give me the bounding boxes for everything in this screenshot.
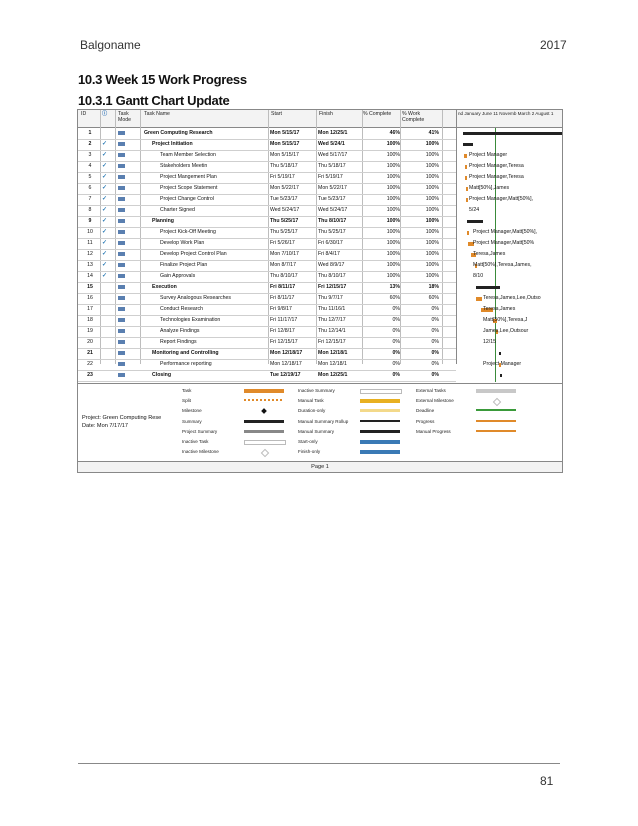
page-number: 81: [540, 774, 554, 788]
resource-label: Teresa,James,Lee,Outso: [483, 295, 541, 301]
task-work-complete: 0%: [431, 350, 439, 356]
task-name: Closing: [152, 372, 172, 378]
legend-item-label: Manual Summary: [298, 428, 334, 434]
col-name: Task Name: [144, 111, 170, 117]
task-bar: [465, 176, 467, 180]
task-mode-icon: [118, 219, 125, 223]
row-id: 4: [88, 163, 92, 169]
row-id: 16: [87, 295, 93, 301]
check-icon: ✓: [102, 218, 108, 224]
task-pct-complete: 0%: [392, 317, 400, 323]
task-pct-complete: 0%: [392, 372, 400, 378]
resource-label: Project Manager,Teresa: [469, 174, 524, 180]
legend-item-label: Milestone: [182, 408, 202, 414]
check-icon: ✓: [102, 152, 108, 158]
check-icon: ✓: [102, 229, 108, 235]
task-work-complete: 60%: [428, 295, 439, 301]
task-name: Project Mangement Plan: [160, 174, 217, 180]
task-finish: Thu 12/7/17: [318, 317, 346, 323]
legend-swatch: [360, 399, 400, 403]
col-start: Start: [271, 111, 282, 117]
info-icon: ⓘ: [102, 111, 108, 117]
task-finish: Mon 12/18/1: [318, 350, 348, 356]
legend-item-label: Start-only: [298, 439, 318, 444]
task-finish: Thu 8/10/17: [318, 273, 346, 279]
task-start: Fri 12/8/17: [270, 328, 295, 334]
gantt-screenshot: [77, 109, 563, 473]
task-pct-complete: 100%: [386, 174, 400, 180]
task-start: Mon 12/18/17: [270, 350, 303, 356]
task-bar: [467, 231, 469, 235]
task-pct-complete: 100%: [386, 196, 400, 202]
header-left: Balgoname: [80, 38, 141, 52]
summary-bar: [499, 352, 501, 355]
task-mode-icon: [118, 164, 125, 168]
task-pct-complete: 0%: [392, 306, 400, 312]
task-work-complete: 0%: [431, 317, 439, 323]
legend-swatch: [476, 409, 516, 411]
task-pct-complete: 0%: [392, 350, 400, 356]
task-mode-icon: [118, 241, 125, 245]
legend-item-label: Finish-only: [298, 449, 321, 455]
resource-label: Matt[50%],James: [469, 185, 510, 191]
task-name: Finalize Project Plan: [160, 262, 208, 268]
legend-item-label: Manual Summary Rollup: [298, 418, 349, 424]
row-id: 15: [87, 284, 93, 290]
summary-bar: [463, 132, 563, 135]
legend-swatch: [360, 440, 400, 444]
task-bar: [466, 198, 468, 202]
task-finish: Fri 8/4/17: [318, 251, 340, 257]
legend-swatch: [360, 430, 400, 433]
legend-item-label: Split: [182, 398, 191, 404]
task-name: Execution: [152, 284, 177, 290]
task-name: Project Initiation: [152, 141, 193, 147]
task-mode-icon: [118, 208, 125, 212]
legend-item-label: Deadline: [416, 408, 435, 414]
task-pct-complete: 100%: [386, 152, 400, 158]
legend-swatch: [244, 440, 286, 445]
row-id: 2: [88, 141, 92, 147]
task-work-complete: 0%: [431, 306, 439, 312]
task-mode-icon: [118, 351, 125, 355]
task-start: Mon 5/15/17: [270, 130, 300, 136]
task-bar: [465, 165, 467, 169]
resource-label: 12/15: [483, 339, 496, 345]
resource-label: James,Lee,Outsour: [483, 328, 529, 334]
task-name: Project Kick-Off Meeting: [160, 229, 216, 235]
task-start: Thu 8/10/17: [270, 273, 298, 279]
task-pct-complete: 100%: [386, 262, 400, 268]
col-wpct: % Work Complete: [402, 111, 425, 123]
row-id: 17: [87, 306, 93, 312]
task-mode-icon: [118, 175, 125, 179]
legend-item-label: External Tasks: [416, 388, 446, 393]
legend-item-label: External Milestone: [416, 398, 454, 404]
resource-label: Project Manager: [469, 152, 508, 158]
task-name: Monitoring and Controlling: [152, 350, 219, 356]
row-id: 9: [88, 218, 92, 224]
task-start: Wed 5/24/17: [270, 207, 300, 213]
task-start: Fri 5/26/17: [270, 240, 295, 246]
check-icon: ✓: [102, 240, 108, 246]
task-work-complete: 100%: [425, 174, 439, 180]
row-id: 18: [87, 317, 93, 323]
task-finish: Thu 5/18/17: [318, 163, 346, 169]
task-mode-icon: [118, 373, 125, 377]
legend-swatch: [244, 420, 284, 423]
summary-bar: [500, 374, 502, 377]
task-finish: Thu 11/16/1: [318, 306, 346, 312]
legend-item-label: Inactive Task: [182, 439, 209, 444]
legend-item-label: Manual Task: [298, 398, 324, 404]
task-mode-icon: [118, 252, 125, 256]
task-work-complete: 100%: [425, 251, 439, 257]
legend-item-label: Project Summary: [182, 428, 218, 434]
legend-date: Date: Mon 7/17/17: [82, 423, 129, 429]
task-start: Tue 12/19/17: [270, 372, 301, 378]
legend-item-label: Task: [182, 388, 192, 393]
col-mode: Task Mode: [118, 111, 131, 123]
row-id: 23: [87, 372, 93, 378]
row-id: 8: [88, 207, 92, 213]
task-bar: [476, 297, 482, 301]
legend-item-label: Inactive Milestone: [182, 449, 219, 455]
subsection-heading: 10.3.1 Gantt Chart Update: [78, 93, 230, 108]
check-icon: ✓: [102, 251, 108, 257]
task-work-complete: 0%: [431, 372, 439, 378]
task-name: Survey Analogous Researches: [160, 295, 231, 301]
task-work-complete: 100%: [425, 141, 439, 147]
legend-swatch: [244, 389, 284, 393]
task-start: Tue 5/23/17: [270, 196, 298, 202]
task-work-complete: 100%: [425, 207, 439, 213]
task-start: Fri 8/11/17: [270, 284, 296, 290]
check-icon: ✓: [102, 273, 108, 279]
row-id: 13: [87, 262, 93, 268]
task-name: Green Computing Research: [144, 130, 213, 136]
task-name: Conduct Research: [160, 306, 203, 312]
task-pct-complete: 0%: [392, 339, 400, 345]
row-id: 12: [87, 251, 93, 257]
task-finish: Thu 8/10/17: [318, 218, 347, 224]
task-name: Team Member Selection: [160, 152, 216, 158]
legend-swatch: [261, 409, 267, 415]
task-work-complete: 100%: [425, 196, 439, 202]
resource-label: Matt[50%],Teresa,J: [483, 317, 528, 323]
task-finish: Wed 5/17/17: [318, 152, 348, 158]
task-name: Planning: [152, 218, 174, 224]
task-finish: Wed 5/24/17: [318, 207, 348, 213]
check-icon: ✓: [102, 163, 108, 169]
task-work-complete: 100%: [425, 240, 439, 246]
task-finish: Fri 12/15/17: [318, 284, 347, 290]
row-id: 6: [88, 185, 92, 191]
task-finish: Mon 12/25/1: [318, 372, 348, 378]
task-pct-complete: 100%: [386, 218, 400, 224]
row-id: 22: [87, 361, 93, 367]
task-mode-icon: [118, 329, 125, 333]
check-icon: ✓: [102, 185, 108, 191]
col-id: ID: [81, 111, 87, 117]
col-finish: Finish: [319, 111, 333, 117]
task-mode-icon: [118, 153, 125, 157]
task-pct-complete: 100%: [386, 240, 400, 246]
legend-swatch: [360, 450, 400, 454]
resource-label: Project Manager,Teresa: [469, 163, 524, 169]
task-work-complete: 0%: [431, 339, 439, 345]
row-id: 1: [88, 130, 92, 136]
task-work-complete: 0%: [431, 328, 439, 334]
page-label: Page 1: [78, 461, 562, 473]
task-finish: Mon 12/18/1: [318, 361, 347, 367]
task-name: Gain Approvals: [160, 273, 196, 279]
section-heading: 10.3 Week 15 Work Progress: [78, 72, 247, 87]
col-timeline: nd January June 11 Novemb March 2 August 1: [458, 111, 554, 116]
task-pct-complete: 60%: [389, 295, 400, 301]
task-mode-icon: [118, 186, 125, 190]
task-pct-complete: 100%: [386, 229, 400, 235]
legend-item-label: Progress: [416, 418, 435, 424]
resource-label: Project Manager,Matt[50%],: [473, 229, 538, 235]
task-start: Fri 11/17/17: [270, 317, 298, 323]
task-bar: [466, 187, 468, 191]
task-mode-icon: [118, 263, 125, 267]
task-mode-icon: [118, 307, 125, 311]
check-icon: ✓: [102, 174, 108, 180]
legend-project: Project: Green Computing Rese: [82, 415, 162, 421]
task-finish: Thu 12/14/1: [318, 328, 346, 334]
summary-bar: [467, 220, 483, 223]
task-name: Project Change Control: [160, 196, 214, 202]
task-mode-icon: [118, 285, 125, 289]
row-id: 11: [87, 240, 93, 246]
task-start: Fri 12/15/17: [270, 339, 298, 345]
task-finish: Mon 12/25/1: [318, 130, 348, 136]
task-finish: Tue 5/23/17: [318, 196, 346, 202]
header-right: 2017: [540, 38, 567, 52]
legend-item-label: Inactive Summary: [298, 388, 335, 393]
summary-bar: [463, 143, 473, 146]
task-work-complete: 100%: [425, 229, 439, 235]
task-start: Mon 8/7/17: [270, 262, 296, 268]
task-finish: Wed 8/9/17: [318, 262, 345, 268]
task-mode-icon: [118, 142, 125, 146]
legend-swatch: [244, 430, 284, 433]
task-work-complete: 0%: [431, 361, 439, 367]
task-start: Thu 5/25/17: [270, 218, 299, 224]
task-pct-complete: 100%: [386, 251, 400, 257]
row-id: 5: [88, 174, 92, 180]
legend-swatch: [476, 389, 516, 393]
task-work-complete: 18%: [428, 284, 439, 290]
task-start: Mon 5/15/17: [270, 141, 300, 147]
task-work-complete: 100%: [425, 163, 439, 169]
summary-bar: [476, 286, 500, 289]
row-id: 19: [87, 328, 93, 334]
task-mode-icon: [118, 197, 125, 201]
legend-swatch: [493, 398, 501, 406]
row-id: 20: [87, 339, 93, 345]
task-finish: Mon 5/22/17: [318, 185, 347, 191]
task-mode-icon: [118, 230, 125, 234]
task-pct-complete: 0%: [392, 361, 400, 367]
task-start: Mon 5/15/17: [270, 152, 299, 158]
task-name: Technologies Examination: [160, 317, 221, 323]
task-start: Thu 5/18/17: [270, 163, 298, 169]
task-name: Develop Project Control Plan: [160, 251, 227, 257]
gantt-timeline: [457, 128, 562, 382]
legend-swatch: [476, 430, 516, 432]
task-name: Develop Work Plan: [160, 240, 205, 246]
row-id: 7: [88, 196, 92, 202]
task-pct-complete: 100%: [386, 273, 400, 279]
task-start: Fri 9/8/17: [270, 306, 292, 312]
legend-swatch: [244, 399, 284, 401]
task-work-complete: 100%: [425, 273, 439, 279]
task-start: Fri 8/11/17: [270, 295, 295, 301]
task-start: Mon 5/22/17: [270, 185, 299, 191]
row-id: 14: [87, 273, 93, 279]
task-pct-complete: 100%: [386, 207, 400, 213]
resource-label: Project Manager: [483, 361, 522, 367]
legend: [78, 383, 562, 462]
resource-label: 8/10: [473, 273, 484, 279]
task-pct-complete: 0%: [392, 328, 400, 334]
task-name: Analyze Findings: [160, 328, 200, 334]
task-start: Mon 7/10/17: [270, 251, 299, 257]
task-work-complete: 100%: [425, 185, 439, 191]
legend-item-label: Duration-only: [298, 408, 326, 414]
task-mode-icon: [118, 274, 125, 278]
task-finish: Fri 6/30/17: [318, 240, 343, 246]
task-name: Charter Signed: [160, 207, 195, 213]
task-work-complete: 100%: [425, 218, 439, 224]
table-row: [78, 370, 456, 382]
row-id: 3: [88, 152, 92, 158]
resource-label: Project Manager,Matt[50%: [473, 240, 535, 246]
legend-swatch: [360, 420, 400, 422]
table-header: [78, 110, 562, 128]
task-finish: Fri 5/19/17: [318, 174, 343, 180]
task-work-complete: 100%: [425, 262, 439, 268]
task-pct-complete: 100%: [386, 163, 400, 169]
task-name: Stakeholders Meetin: [160, 163, 208, 169]
footer-rule: [78, 763, 560, 764]
legend-swatch: [476, 420, 516, 422]
task-start: Thu 5/25/17: [270, 229, 298, 235]
task-pct-complete: 100%: [386, 141, 400, 147]
task-mode-icon: [118, 362, 125, 366]
task-mode-icon: [118, 318, 125, 322]
task-finish: Wed 5/24/1: [318, 141, 345, 147]
task-name: Report Findings: [160, 339, 197, 345]
task-bar: [464, 154, 467, 158]
task-pct-complete: 13%: [389, 284, 400, 290]
task-work-complete: 100%: [425, 152, 439, 158]
resource-label: 5/24: [469, 207, 480, 213]
legend-project-info: [82, 414, 161, 430]
col-pct: % Complete: [363, 111, 392, 117]
legend-swatch: [360, 389, 402, 394]
task-name: Project Scope Statement: [160, 185, 218, 191]
task-pct-complete: 100%: [386, 185, 400, 191]
check-icon: ✓: [102, 196, 108, 202]
legend-item-label: Summary: [182, 418, 202, 424]
row-id: 10: [87, 229, 93, 235]
task-finish: Thu 9/7/17: [318, 295, 343, 301]
task-finish: Thu 5/25/17: [318, 229, 346, 235]
task-name: Performance reporting: [160, 361, 212, 367]
check-icon: ✓: [102, 141, 108, 147]
resource-label: Teresa,James: [473, 251, 506, 257]
legend-swatch: [360, 409, 400, 412]
task-work-complete: 41%: [428, 130, 439, 136]
resource-label: Teresa,James: [483, 306, 516, 312]
task-mode-icon: [118, 131, 125, 135]
check-icon: ✓: [102, 262, 108, 268]
task-start: Mon 12/18/17: [270, 361, 302, 367]
task-finish: Fri 12/15/17: [318, 339, 346, 345]
resource-label: Matt[50%],Teresa,James,: [473, 262, 532, 268]
task-start: Fri 5/19/17: [270, 174, 295, 180]
task-pct-complete: 46%: [389, 130, 400, 136]
task-mode-icon: [118, 340, 125, 344]
legend-swatch: [261, 449, 269, 457]
row-id: 21: [87, 350, 93, 356]
task-mode-icon: [118, 296, 125, 300]
check-icon: ✓: [102, 207, 108, 213]
legend-item-label: Manual Progress: [416, 428, 451, 434]
resource-label: Project Manager,Matt[50%],: [469, 196, 534, 202]
